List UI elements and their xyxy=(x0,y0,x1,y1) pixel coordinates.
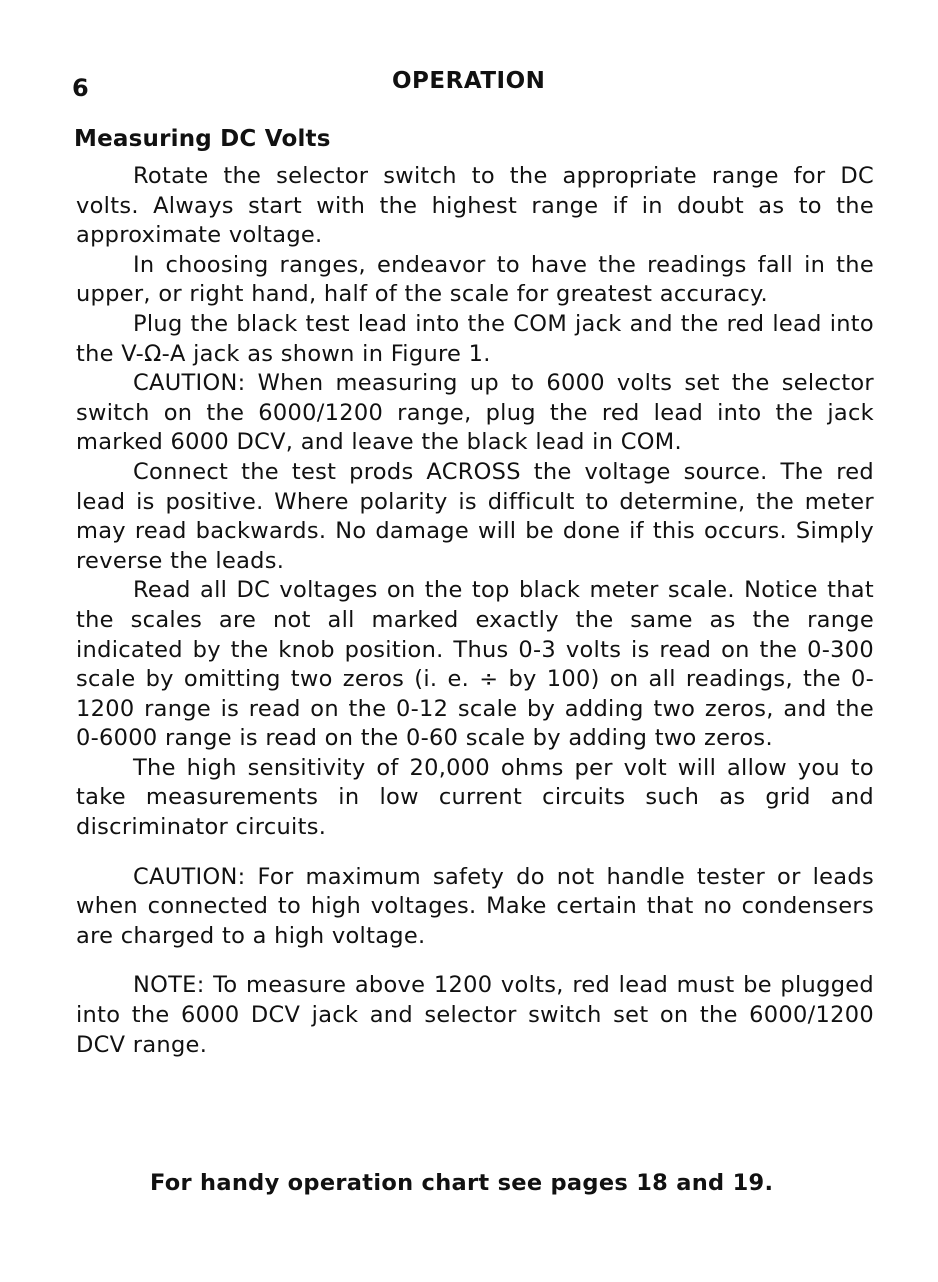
page-header xyxy=(72,66,872,106)
paragraph-plug-leads: Plug the black test lead into the COM jack and the red lead into the V-Ω-A jack as shown in Figure 1. xyxy=(76,310,874,367)
paragraph-rotate-selector: Rotate the selector switch to the appropriate range for DC volts. Always start with the highest range if in doubt as to the approximate voltage. xyxy=(76,163,874,249)
paragraph-caution-safety: CAUTION: For maximum safety do not handle tester or leads when connected to high voltages. Make certain that no condensers are charged to a high voltage. xyxy=(76,863,874,949)
paragraph-note-1200-volts: NOTE: To measure above 1200 volts, red lead must be plugged into the 6000 DCV jack and selector switch set on the 6000/1200 DCV range. xyxy=(76,972,874,1058)
footer-note: For handy operation chart see pages 18 and 19. xyxy=(150,1170,774,1196)
section-heading: Measuring DC Volts xyxy=(74,126,331,152)
paragraph-sensitivity: The high sensitivity of 20,000 ohms per volt will allow you to take measurements in low current circuits such as grid and discriminator circuits. xyxy=(76,754,874,841)
page-number: 6 xyxy=(72,74,89,102)
paragraph-caution-6000-volts: CAUTION: When measuring up to 6000 volts set the selector switch on the 6000/1200 range, plug the red lead into the jack marked 6000 DCV, and leave the black lead in COM. xyxy=(76,370,874,456)
paragraph-read-scales: Read all DC voltages on the top black meter scale. Notice that the scales are not all marked exactly the same as the range indicated by the knob position. Thus 0-3 volts is read on the 0-300 scale by omitting two zeros (i. e. ÷ by 100) on all readings, the 0-1200 range is read on the 0-12 scale by adding two zeros, and the 0-6000 range is read on the 0-60 scale by adding two zeros. xyxy=(76,577,874,752)
paragraph-choosing-ranges: In choosing ranges, endeavor to have the readings fall in the upper, or right hand, half of the scale for greatest accuracy. xyxy=(76,251,874,308)
running-head: OPERATION xyxy=(392,68,546,94)
paragraph-connect-prods: Connect the test prods ACROSS the voltage source. The red lead is positive. Where polarity is difficult to determine, the meter may read backwards. No damage will be done if this occurs. Simply reverse the leads. xyxy=(76,458,874,574)
body-text xyxy=(76,162,874,1060)
